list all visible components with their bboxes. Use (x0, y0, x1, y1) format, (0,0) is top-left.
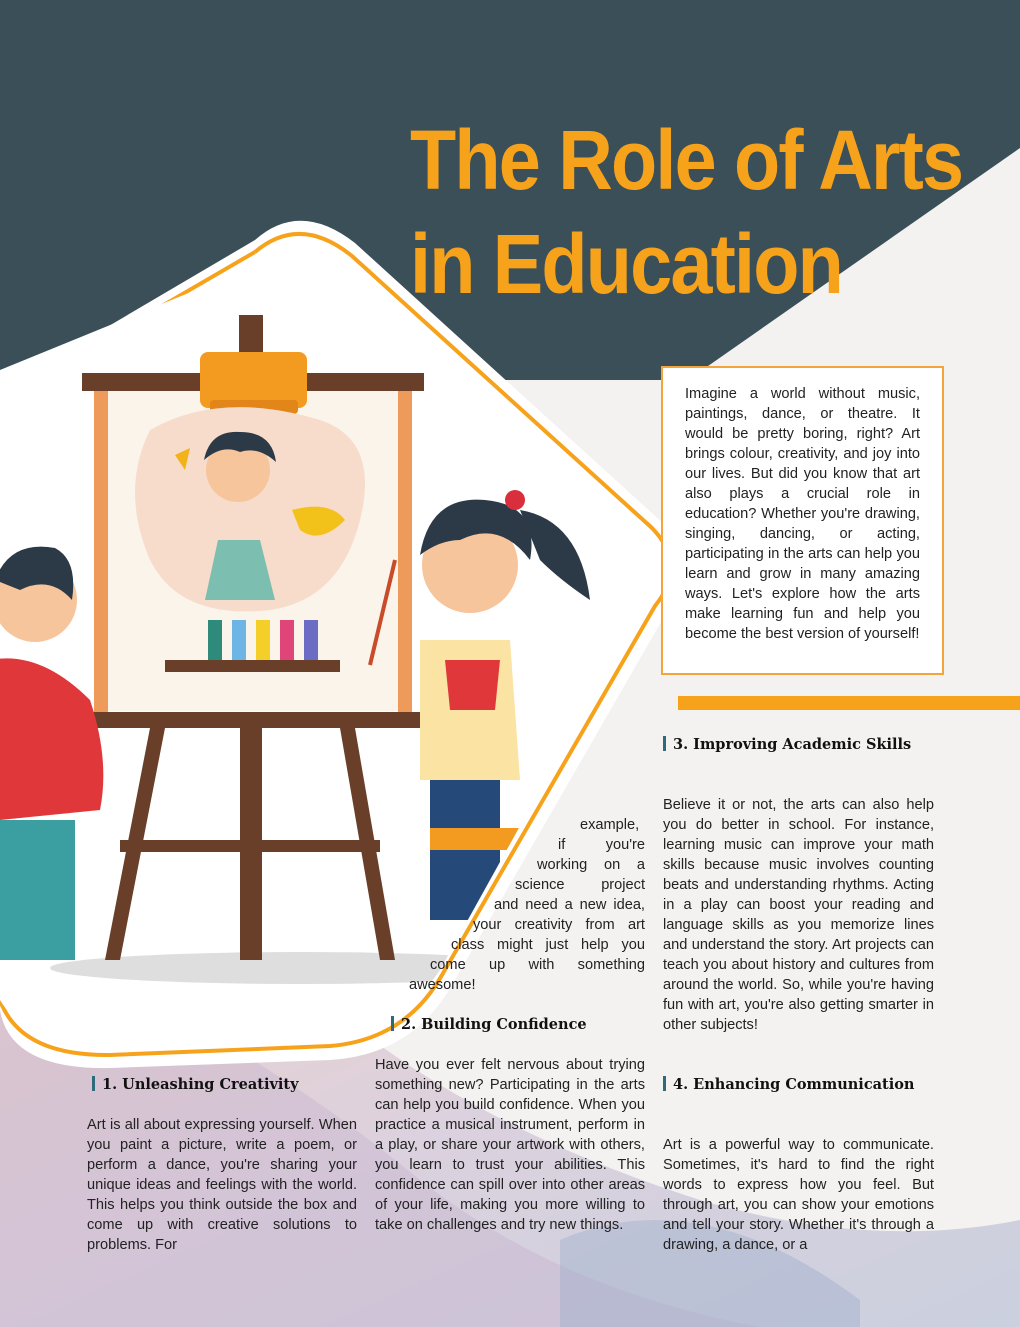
section-3-heading-text: 3. Improving Academic Skills (673, 736, 912, 753)
wrap-line: working on a (537, 857, 645, 873)
wrap-line: your creativity from art (473, 917, 645, 933)
title-line-2: in Education (410, 217, 842, 311)
heading-bar (92, 1076, 95, 1091)
section-1-heading-text: 1. Unleashing Creativity (102, 1076, 299, 1093)
title-line-1: The Role of Arts (410, 113, 963, 207)
wrap-line: and need a new idea, (494, 897, 645, 913)
intro-box (661, 366, 944, 675)
orange-divider (678, 696, 1020, 710)
section-1-continued (400, 815, 645, 995)
page-title (410, 108, 963, 316)
section-2-heading (391, 1015, 651, 1035)
intro-text: Imagine a world without music, paintings, dance, or theatre. It would be pretty boring, right? Art brings colour, creativity, and joy into our lives. But did you know that art also plays a crucial role in education? Whether you're drawing, singing, dancing, or acting, participating in the arts can help you learn and grow in many amazing ways. Let's explore how the arts make learning fun and help you become the best version of yourself! (685, 386, 920, 642)
wrap-line: if you're (558, 837, 645, 853)
section-4-body: Art is a powerful way to communicate. Sometimes, it's hard to find the right words to express how you feel. But through art, you can show your emotions and tell your story. Whether it's through a drawing, a dance, or a (663, 1137, 934, 1253)
section-2-heading-text: 2. Building Confidence (401, 1016, 587, 1033)
wrap-line: example, (580, 817, 640, 833)
heading-bar (391, 1016, 394, 1031)
section-4-heading (663, 1075, 938, 1095)
section-1-body: Art is all about expressing yourself. When you paint a picture, write a poem, or perform a dance, you're sharing your unique ideas and feelings with the world. This helps you think outside the box and come up with creative solutions to problems. For (87, 1117, 357, 1253)
section-3-heading (663, 735, 938, 755)
wrap-line: class might just help you (451, 937, 645, 953)
heading-bar (663, 1076, 666, 1091)
wrap-line: come up with something (430, 957, 645, 973)
section-1-heading (92, 1075, 362, 1095)
section-2-body: Have you ever felt nervous about trying something new? Participating in the arts can help you build confidence. When you practice a musical instrument, perform in a play, or share your artwork with others, you learn to trust your abilities. This confidence can spill over into other areas of your life, making you more willing to take on challenges and try new things. (375, 1057, 645, 1233)
section-4-heading-text: 4. Enhancing Communication (673, 1076, 915, 1093)
wrap-line: science project (515, 877, 645, 893)
section-3-body: Believe it or not, the arts can also help you do better in school. For instance, learning music can improve your math skills because music involves counting beats and understanding rhythms. Acting in a play can boost your reading and language skills as you memorize lines and understand the story. Art projects can teach you about history and cultures from around the world. So, while you're having fun with art, you're also getting smarter in other subjects! (663, 797, 934, 1033)
heading-bar (663, 736, 666, 751)
wrap-line: awesome! (409, 977, 476, 993)
